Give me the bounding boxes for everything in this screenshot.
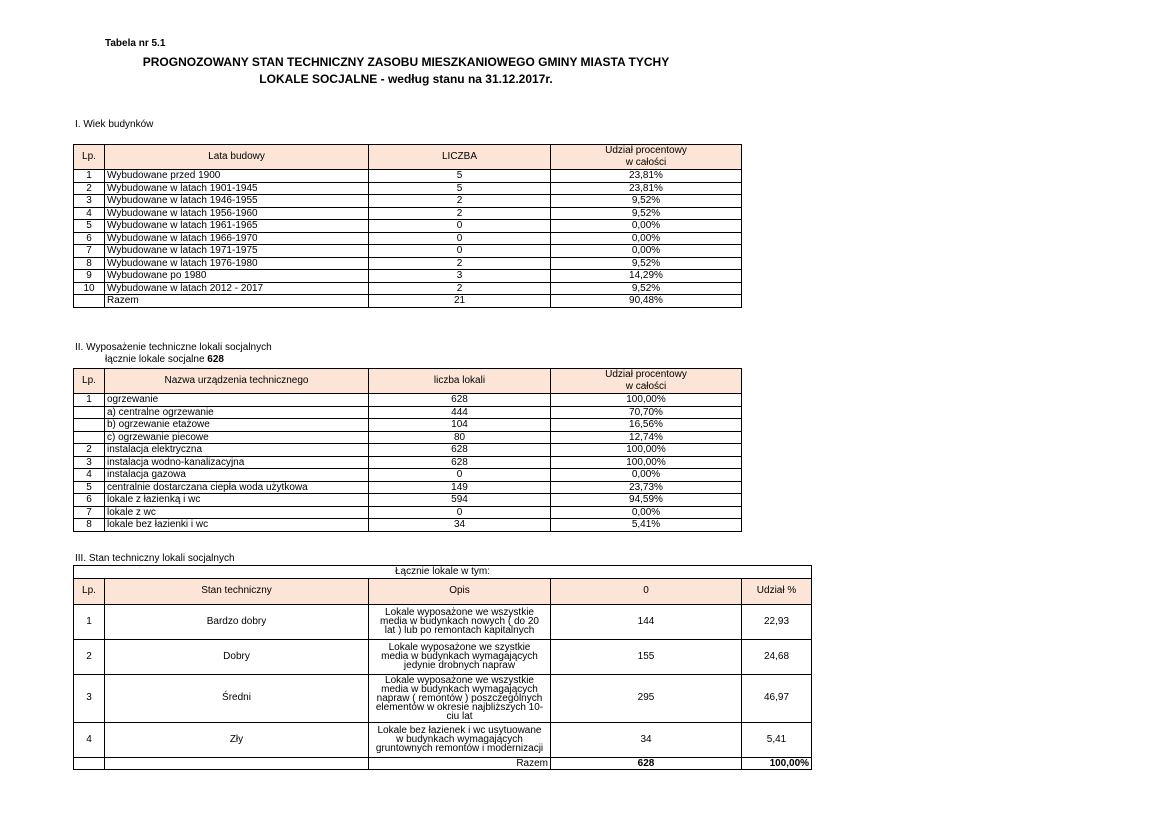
section-2-subtitle-value: 628: [207, 354, 224, 365]
row-count: 80: [369, 431, 551, 444]
top-header: Łącznie lokale w tym:: [74, 566, 812, 579]
row-equipment: c) ogrzewanie piecowe: [105, 431, 369, 444]
row-lp: 3: [74, 674, 105, 722]
row-share: 22,93: [742, 604, 812, 639]
section-2-subtitle: [105, 354, 224, 365]
row-share: 24,68: [742, 639, 812, 674]
row-lp: 7: [74, 506, 105, 519]
row-lp: 6: [74, 494, 105, 507]
row-years: Wybudowane w latach 1971-1975: [105, 245, 369, 258]
row-lp: [74, 406, 105, 419]
header-share-line2: w całości: [625, 381, 667, 392]
document-subtitle: LOKALE SOCJALNE - według stanu na 31.12.2017r.: [259, 72, 553, 86]
row-lp: 6: [74, 232, 105, 245]
row-state: Średni: [105, 674, 369, 722]
document-title: PROGNOZOWANY STAN TECHNICZNY ZASOBU MIESZKANIOWEGO GMINY MIASTA TYCHY: [142, 55, 670, 69]
row-lp: 2: [74, 444, 105, 457]
row-state: Bardzo dobry: [105, 604, 369, 639]
total-label: Razem: [105, 295, 369, 308]
table-row: [74, 639, 812, 674]
table-row: [74, 207, 742, 220]
header-lp: Lp.: [74, 145, 105, 170]
header-description: Opis: [369, 578, 551, 604]
row-share: 94,59%: [551, 494, 742, 507]
row-share: 9,52%: [551, 257, 742, 270]
row-years: Wybudowane w latach 2012 - 2017: [105, 282, 369, 295]
row-share: 12,74%: [551, 431, 742, 444]
row-lp: 4: [74, 722, 105, 757]
section-3-title: III. Stan techniczny lokali socjalnych: [75, 553, 235, 564]
header-lp: Lp.: [74, 578, 105, 604]
row-lp: 8: [74, 257, 105, 270]
row-share: 23,81%: [551, 182, 742, 195]
row-lp: 1: [74, 170, 105, 183]
header-years: Lata budowy: [105, 145, 369, 170]
row-equipment: instalacja gazowa: [105, 469, 369, 482]
row-count: 144: [551, 604, 742, 639]
table-row: [74, 604, 812, 639]
table-row: [74, 469, 742, 482]
technical-condition-table: [73, 565, 812, 770]
row-state: Zły: [105, 722, 369, 757]
row-lp: [74, 431, 105, 444]
row-count: 444: [369, 406, 551, 419]
row-share: 0,00%: [551, 506, 742, 519]
row-share: 9,52%: [551, 207, 742, 220]
row-years: Wybudowane w latach 1901-1945: [105, 182, 369, 195]
row-share: 0,00%: [551, 232, 742, 245]
table-row: [74, 444, 742, 457]
row-years: Wybudowane w latach 1966-1970: [105, 232, 369, 245]
row-lp: 10: [74, 282, 105, 295]
row-count: 2: [369, 257, 551, 270]
table-row: [74, 270, 742, 283]
technical-equipment-table: [73, 368, 742, 532]
row-share: 46,97: [742, 674, 812, 722]
row-count: 628: [369, 394, 551, 407]
row-count: 149: [369, 481, 551, 494]
table-row: [74, 232, 742, 245]
row-count: 0: [369, 245, 551, 258]
row-description: Lokale wyposażone we szystkie media w budynkach wymagających jedynie drobnych napraw: [369, 639, 551, 674]
row-lp: 5: [74, 220, 105, 233]
row-lp: 1: [74, 394, 105, 407]
row-state: Dobry: [105, 639, 369, 674]
table-row: [74, 257, 742, 270]
table-row: [74, 245, 742, 258]
total-share: 90,48%: [551, 295, 742, 308]
row-count: 5: [369, 170, 551, 183]
row-equipment: lokale z łazienką i wc: [105, 494, 369, 507]
header-share: Udział %: [742, 578, 812, 604]
table-row: [74, 456, 742, 469]
header-share-line1: Udział procentowy: [605, 145, 687, 156]
row-count: 34: [369, 519, 551, 532]
header-share: [551, 369, 742, 394]
total-label: Razem: [369, 757, 551, 770]
row-count: 2: [369, 282, 551, 295]
row-lp: 8: [74, 519, 105, 532]
row-years: Wybudowane po 1980: [105, 270, 369, 283]
row-equipment: instalacja wodno-kanalizacyjna: [105, 456, 369, 469]
table-header-row: [74, 578, 812, 604]
row-count: 0: [369, 232, 551, 245]
row-years: Wybudowane przed 1900: [105, 170, 369, 183]
row-years: Wybudowane w latach 1961-1965: [105, 220, 369, 233]
header-share-line2: w całości: [625, 157, 667, 168]
row-equipment: a) centralne ogrzewanie: [105, 406, 369, 419]
row-equipment: lokale bez łazienki i wc: [105, 519, 369, 532]
row-count: 628: [369, 444, 551, 457]
header-state: Stan techniczny: [105, 578, 369, 604]
table-row: [74, 419, 742, 432]
row-count: 594: [369, 494, 551, 507]
row-lp: 3: [74, 456, 105, 469]
table-row: [74, 674, 812, 722]
row-count: 0: [369, 506, 551, 519]
total-row: [74, 757, 812, 770]
total-lp: [74, 757, 105, 770]
table-header-row: [74, 145, 742, 170]
row-lp: 2: [74, 182, 105, 195]
row-share: 70,70%: [551, 406, 742, 419]
header-count: 0: [551, 578, 742, 604]
row-count: 34: [551, 722, 742, 757]
table-row: [74, 519, 742, 532]
table-row: [74, 431, 742, 444]
header-share: [551, 145, 742, 170]
table-number: Tabela nr 5.1: [105, 38, 166, 49]
row-count: 295: [551, 674, 742, 722]
table-row: [74, 220, 742, 233]
table-row: [74, 195, 742, 208]
row-share: 0,00%: [551, 245, 742, 258]
total-count: 21: [369, 295, 551, 308]
row-equipment: instalacja elektryczna: [105, 444, 369, 457]
row-share: 23,81%: [551, 170, 742, 183]
building-age-table: [73, 144, 742, 308]
total-state: [105, 757, 369, 770]
row-share: 14,29%: [551, 270, 742, 283]
row-share: 16,56%: [551, 419, 742, 432]
total-count: 628: [551, 757, 742, 770]
row-lp: 2: [74, 639, 105, 674]
total-share: 100,00%: [742, 757, 812, 770]
row-lp: 4: [74, 469, 105, 482]
row-lp: 4: [74, 207, 105, 220]
section-2-subtitle-text: łącznie lokale socjalne: [105, 354, 208, 365]
top-header-row: [74, 566, 812, 579]
row-equipment: ogrzewanie: [105, 394, 369, 407]
header-count: liczba lokali: [369, 369, 551, 394]
row-share: 100,00%: [551, 394, 742, 407]
row-description: Lokale wyposażone we wszystkie media w budynkach wymagających napraw ( remontów ) poszczególnych elementów w okresie najbliższych 10-ciu lat: [369, 674, 551, 722]
row-lp: 9: [74, 270, 105, 283]
table-row: [74, 406, 742, 419]
row-share: 100,00%: [551, 444, 742, 457]
section-1-title: I. Wiek budynków: [75, 119, 154, 130]
header-equipment: Nazwa urządzenia technicznego: [105, 369, 369, 394]
row-share: 9,52%: [551, 282, 742, 295]
table-row: [74, 722, 812, 757]
table-row: [74, 182, 742, 195]
row-count: 2: [369, 195, 551, 208]
row-count: 2: [369, 207, 551, 220]
header-lp: Lp.: [74, 369, 105, 394]
row-years: Wybudowane w latach 1956-1960: [105, 207, 369, 220]
row-lp: [74, 419, 105, 432]
row-share: 9,52%: [551, 195, 742, 208]
row-description: Lokale wyposażone we wszystkie media w budynkach nowych ( do 20 lat ) lub po remontach kapitalnych: [369, 604, 551, 639]
row-share: 5,41: [742, 722, 812, 757]
row-count: 0: [369, 469, 551, 482]
row-equipment: b) ogrzewanie etażowe: [105, 419, 369, 432]
row-share: 0,00%: [551, 469, 742, 482]
table-row: [74, 394, 742, 407]
row-lp: 3: [74, 195, 105, 208]
header-share-line1: Udział procentowy: [605, 369, 687, 380]
row-equipment: lokale z wc: [105, 506, 369, 519]
table-header-row: [74, 369, 742, 394]
table-row: [74, 494, 742, 507]
row-description: Lokale bez łazienek i wc usytuowane w budynkach wymagających gruntownych remontów i modernizacji: [369, 722, 551, 757]
table-row: [74, 170, 742, 183]
row-years: Wybudowane w latach 1946-1955: [105, 195, 369, 208]
row-count: 104: [369, 419, 551, 432]
row-lp: 5: [74, 481, 105, 494]
row-count: 0: [369, 220, 551, 233]
row-count: 628: [369, 456, 551, 469]
row-share: 5,41%: [551, 519, 742, 532]
row-lp: 7: [74, 245, 105, 258]
row-count: 3: [369, 270, 551, 283]
row-share: 0,00%: [551, 220, 742, 233]
row-lp: 1: [74, 604, 105, 639]
row-years: Wybudowane w latach 1976-1980: [105, 257, 369, 270]
row-count: 155: [551, 639, 742, 674]
table-row: [74, 481, 742, 494]
row-share: 100,00%: [551, 456, 742, 469]
row-share: 23,73%: [551, 481, 742, 494]
total-row: [74, 295, 742, 308]
section-2-title: II. Wyposażenie techniczne lokali socjalnych: [75, 342, 272, 353]
table-row: [74, 282, 742, 295]
table-row: [74, 506, 742, 519]
row-count: 5: [369, 182, 551, 195]
header-count: LICZBA: [369, 145, 551, 170]
row-equipment: centralnie dostarczana ciepła woda użytkowa: [105, 481, 369, 494]
total-lp: [74, 295, 105, 308]
